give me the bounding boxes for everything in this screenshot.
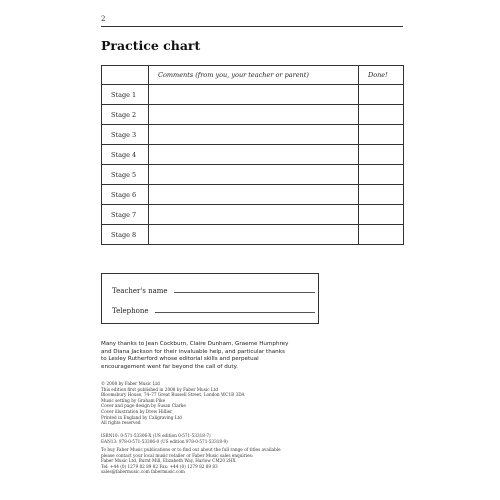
purchase-info-block	[101, 447, 361, 475]
table-row	[102, 125, 404, 145]
teacher-name-label: Teacher's name	[112, 287, 168, 295]
purchase-line: To buy Faber Music publications or to find out about the full range of titles available	[101, 447, 281, 452]
header-stage-cell	[102, 66, 149, 85]
stage-label: Stage 5	[102, 165, 149, 185]
done-cell[interactable]	[359, 145, 404, 165]
isbn-block	[101, 433, 361, 444]
acknowledgement-line: and Diana Jackson for their invaluable help, and particular thanks	[101, 348, 285, 355]
done-cell[interactable]	[359, 85, 404, 105]
telephone-label: Telephone	[112, 307, 149, 315]
done-cell[interactable]	[359, 205, 404, 225]
copyright-line: Music setting by Graham Pike	[101, 397, 166, 403]
comments-cell[interactable]	[149, 185, 359, 205]
copyright-line: All rights reserved	[101, 420, 141, 426]
page-number: 2	[101, 15, 106, 23]
comments-cell[interactable]	[149, 125, 359, 145]
header-comments: Comments (from you, your teacher or parent)	[149, 66, 359, 85]
done-cell[interactable]	[359, 225, 404, 245]
teacher-contact-box	[101, 273, 319, 324]
copyright-line: Cover and page design by Susan Clarke	[101, 403, 186, 409]
telephone-line	[112, 307, 315, 315]
page-title: Practice chart	[101, 38, 201, 53]
comments-cell[interactable]	[149, 85, 359, 105]
isbn-line: EAN13: 978-0-571-53306-0 (US edition 978-0-571-53318-9)	[101, 438, 228, 444]
acknowledgement-line: Many thanks to Jean Cockburn, Claire Dunham, Graeme Humphrey	[101, 341, 289, 347]
comments-cell[interactable]	[149, 205, 359, 225]
stage-label: Stage 2	[102, 105, 149, 125]
copyright-line: © 2008 by Faber Music Ltd	[101, 381, 160, 386]
table-row	[102, 225, 404, 245]
table-header-row	[102, 66, 404, 85]
practice-chart-table	[101, 65, 404, 245]
stage-label: Stage 3	[102, 125, 149, 145]
stage-label: Stage 6	[102, 185, 149, 205]
stage-label: Stage 1	[102, 85, 149, 105]
copyright-line: This edition first published in 2008 by Faber Music Ltd	[101, 386, 219, 392]
acknowledgements	[101, 341, 341, 371]
header-done: Done!	[359, 66, 404, 85]
copyright-line: Cover illustration by Drew Hillier	[101, 408, 173, 414]
table-row	[102, 165, 404, 185]
comments-cell[interactable]	[149, 105, 359, 125]
stage-label: Stage 7	[102, 205, 149, 225]
done-cell[interactable]	[359, 165, 404, 185]
table-row	[102, 205, 404, 225]
done-cell[interactable]	[359, 185, 404, 205]
table-row	[102, 145, 404, 165]
purchase-line: Faber Music Ltd, Burnt Mill, Elizabeth Way, Harlow CM20 2HX	[101, 458, 236, 464]
table-row	[102, 185, 404, 205]
purchase-line: Tel: +44 (0) 1279 82 89 82 Fax: +44 (0) 1279 82 89 83	[101, 463, 218, 469]
stage-label: Stage 4	[102, 145, 149, 165]
teacher-name-field[interactable]	[174, 287, 315, 293]
comments-cell[interactable]	[149, 165, 359, 185]
done-cell[interactable]	[359, 125, 404, 145]
purchase-line: sales@fabermusic.com fabermusic.com	[101, 469, 185, 475]
telephone-field[interactable]	[155, 307, 315, 313]
copyright-line: Printed in England by Caligraving Ltd	[101, 414, 182, 420]
done-cell[interactable]	[359, 105, 404, 125]
table-row	[102, 105, 404, 125]
acknowledgement-line: encouragement went far beyond the call of duty.	[101, 363, 238, 370]
copyright-block	[101, 381, 361, 426]
comments-cell[interactable]	[149, 145, 359, 165]
isbn-line: ISBN10: 0-571-53306-X (US edition 0-571-53318-7)	[101, 433, 211, 438]
table-row	[102, 85, 404, 105]
comments-cell[interactable]	[149, 225, 359, 245]
top-rule	[101, 26, 403, 27]
stage-label: Stage 8	[102, 225, 149, 245]
teacher-name-line	[112, 287, 315, 295]
copyright-line: Bloomsbury House, 74–77 Great Russell Street, London WC1B 3DA	[101, 392, 245, 398]
purchase-line: please contact your local music retailer or Faber Music sales enquiries:	[101, 452, 254, 458]
acknowledgement-line: to Lesley Rutherford whose editorial skills and perpetual	[101, 356, 259, 363]
